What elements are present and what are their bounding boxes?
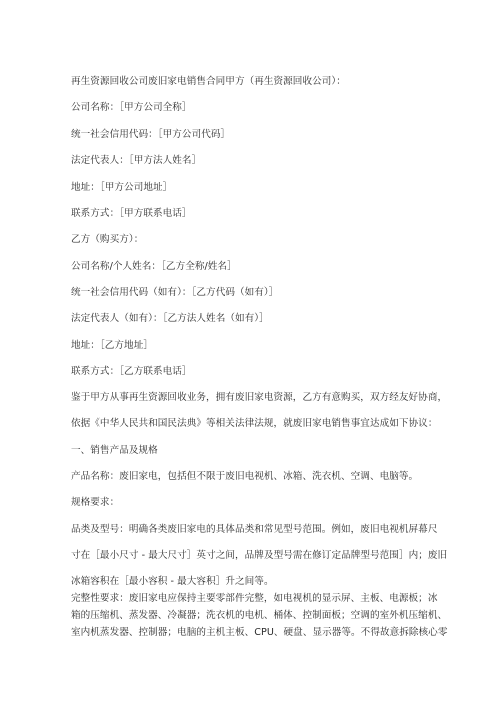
party-a-contact: 联系方式：［甲方联系电话］ [71,208,192,219]
category-model-line-1: 品类及型号：明确各类废旧家电的具体品类和常见型号范围。例如，废旧电视机屏幕尺 [71,524,438,535]
spec-requirements-label: 规格要求： [71,497,120,508]
party-b-heading: 乙方（购买方）： [71,234,144,245]
integrity-line-2: 箱的压缩机、蒸发器、冷凝器；洗衣机的电机、桶体、控制面板；空调的室外机压缩机、 [71,610,448,621]
preamble-line-1: 鉴于甲方从事再生资源回收业务，拥有废旧家电资源，乙方有意购买，双方经友好协商， [71,392,448,403]
party-b-name: 公司名称/个人姓名：［乙方全称/姓名］ [71,261,237,272]
contract-title-line: 再生资源回收公司废旧家电销售合同甲方（再生资源回收公司）： [71,76,346,87]
preamble-line-2: 依据《中华人民共和国民法典》等相关法律法规，就废旧家电销售事宜达成如下协议： [71,418,438,429]
category-model-line-3: 冰箱容积在［最小容积 - 最大容积］升之间等。 [71,576,274,587]
party-b-legal-rep: 法定代表人（如有）：［乙方法人姓名（如有）］ [71,313,269,324]
party-b-contact: 联系方式：［乙方联系电话］ [71,366,192,377]
product-name-line: 产品名称：废旧家电，包括但不限于废旧电视机、冰箱、洗衣机、空调、电脑等。 [71,471,419,482]
integrity-line-3: 室内机蒸发器、控制器；电脑的主机主板、CPU、硬盘、显示器等。不得故意拆除核心零 [71,627,448,638]
section-1-heading: 一、销售产品及规格 [71,445,158,456]
party-b-credit-code: 统一社会信用代码（如有）：［乙方代码（如有）］ [71,287,279,298]
party-a-address: 地址：［甲方公司地址］ [71,182,173,193]
integrity-line-1: 完整性要求：废旧家电应保持主要零部件完整，如电视机的显示屏、主板、电源板；冰 [71,593,438,604]
party-b-address: 地址：［乙方地址］ [71,340,153,351]
party-a-company-name: 公司名称：［甲方公司全称］ [71,102,192,113]
party-a-legal-rep: 法定代表人：［甲方法人姓名］ [71,155,202,166]
category-model-line-2: 寸在［最小尺寸 - 最大尺寸］英寸之间，品牌及型号需在修订定品牌型号范围］内；废旧 [71,550,448,561]
party-a-credit-code: 统一社会信用代码：［甲方公司代码］ [71,129,231,140]
